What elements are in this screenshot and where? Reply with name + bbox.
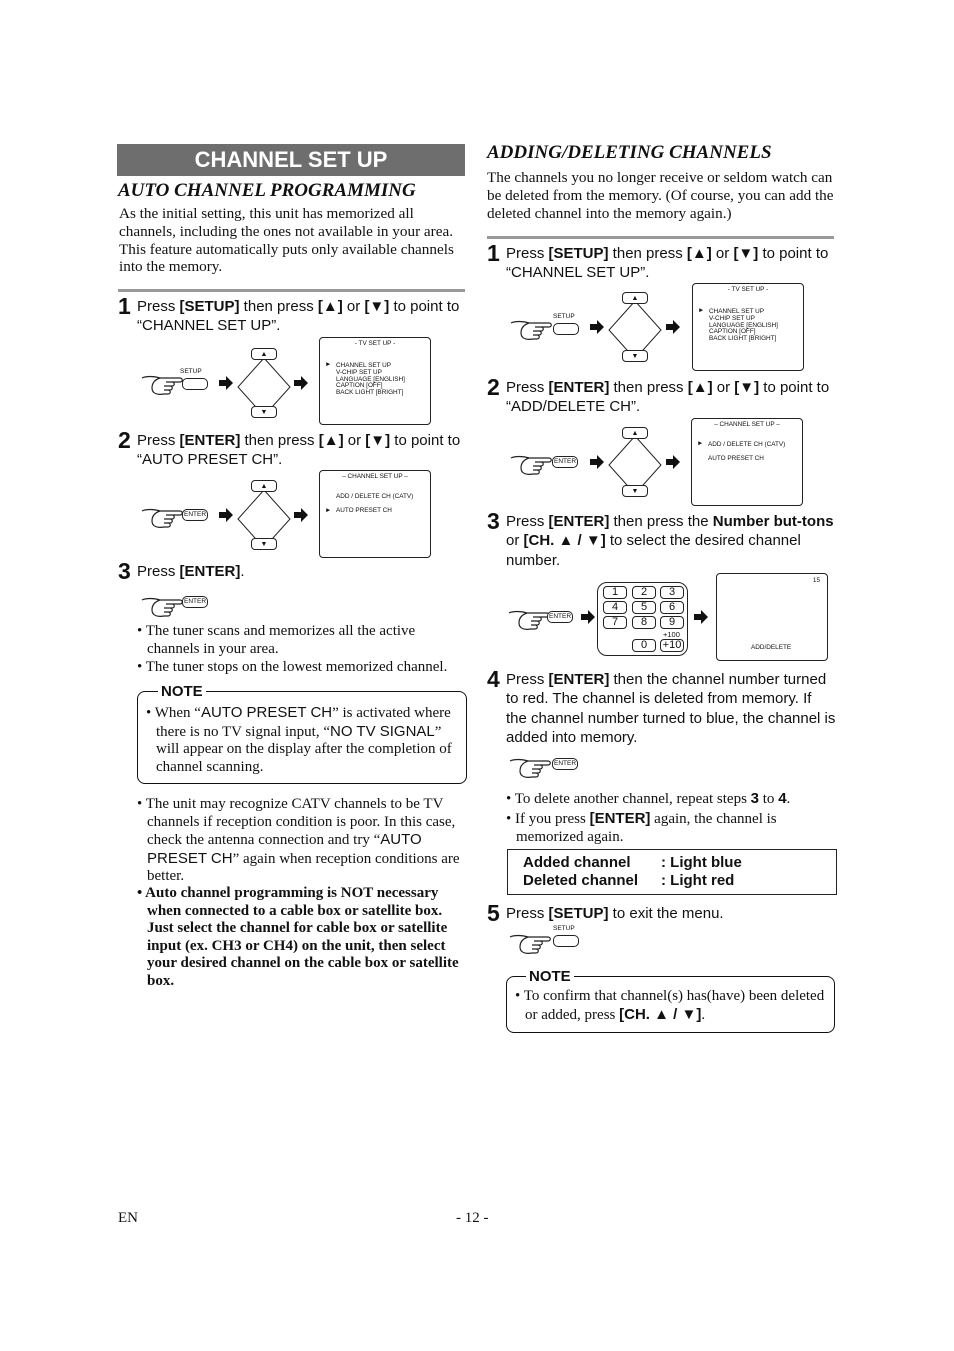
setup-button[interactable]: [182, 378, 208, 390]
number-key-9[interactable]: 9: [660, 616, 684, 629]
setup-key-label: SETUP: [180, 368, 202, 375]
add-delete-label: ADD/DELETE: [751, 644, 792, 651]
hand-icon: [509, 450, 553, 483]
cursor-icon: ►: [325, 507, 332, 514]
channel-setup-screen: – CHANNEL SET UP – ADD / DELETE CH (CATV) ► AUTO PRESET CH: [319, 470, 431, 558]
bullet-item: • The unit may recognize CATV channels to be TV channels if reception condition is poor. In this case, check the antenna connection and try “AUTO PRESET CH” again when reception conditions are better.: [137, 796, 460, 885]
cursor-icon: ►: [698, 307, 705, 314]
plus100-label: +100: [663, 630, 680, 639]
section-title-auto-channel: AUTO CHANNEL PROGRAMMING: [118, 180, 416, 201]
down-button[interactable]: ▼: [622, 485, 648, 497]
arrow-right-icon: [218, 508, 234, 527]
bullet-item-important: • Auto channel programming is NOT necessary when connected to a cable box or satellite box. Just select the channel for cable box or satellite input (ex. CH3 or CH4) on the unit, then select your desired channel on the cable box or satellite box.: [137, 885, 459, 989]
hand-icon: [507, 605, 551, 638]
screen-title: – CHANNEL SET UP –: [714, 421, 780, 428]
note-text: • To confirm that channel(s) has(have) been deleted or added, press [CH. ▲ / ▼].: [515, 988, 825, 1023]
step-number: 2: [487, 374, 500, 400]
screen-title: – CHANNEL SET UP –: [342, 473, 408, 480]
number-key-4[interactable]: 4: [603, 601, 627, 614]
step-3-text: Press [ENTER].: [137, 563, 245, 580]
up-button[interactable]: ▲: [622, 427, 648, 439]
note-label: NOTE: [526, 969, 574, 985]
step-2-text: Press [ENTER] then press [▲] or [▼] to point to “ADD/DELETE CH”.: [506, 379, 830, 416]
setup-key-label: SETUP: [553, 313, 575, 320]
down-button[interactable]: ▼: [251, 406, 277, 418]
auto-intro: As the initial setting, this unit has memorized all channels, including the ones not available in your area. This feature automatically puts only available channels into the memory.: [119, 205, 454, 276]
up-button[interactable]: ▲: [251, 480, 277, 492]
hand-icon: [140, 370, 184, 403]
add-delete-screen: [716, 573, 828, 661]
arrow-right-icon: [665, 320, 681, 339]
tv-setup-screen: - TV SET UP - ► CHANNEL SET UP V-CHIP SET UP LANGUAGE [ENGLISH] CAPTION [OFF] BACK LIGHT [BRIGHT]: [692, 283, 804, 371]
number-key-6[interactable]: 6: [660, 601, 684, 614]
number-key-7[interactable]: 7: [603, 616, 627, 629]
note-text: • When “AUTO PRESET CH” is activated where there is no TV signal input, “NO TV SIGNAL” will appear on the display after the completion of channel scanning.: [146, 704, 452, 775]
arrow-right-icon: [293, 508, 309, 527]
number-key-1[interactable]: 1: [603, 586, 627, 599]
hand-icon: [508, 753, 552, 786]
arrow-right-icon: [589, 320, 605, 339]
number-key-0[interactable]: 0: [632, 639, 656, 652]
page-title: CHANNEL SET UP: [117, 144, 465, 176]
setup-key-label: SETUP: [553, 925, 575, 932]
arrow-right-icon: [693, 610, 709, 629]
deleted-channel-value: : Light red: [661, 872, 735, 889]
step-number: 4: [487, 666, 500, 692]
plus10-key[interactable]: +10: [660, 639, 684, 652]
step-2-text: Press [ENTER] then press [▲] or [▼] to point to “AUTO PRESET CH”.: [137, 432, 461, 469]
channel-setup-screen: – CHANNEL SET UP – ► ADD / DELETE CH (CATV) AUTO PRESET CH: [691, 418, 803, 506]
step-number: 1: [487, 240, 500, 266]
number-key-8[interactable]: 8: [632, 616, 656, 629]
step-number: 2: [118, 427, 131, 453]
down-button[interactable]: ▼: [251, 538, 277, 550]
enter-button[interactable]: ENTER: [552, 456, 578, 468]
deleted-channel-label: Deleted channel: [523, 872, 639, 889]
hand-icon: [508, 929, 552, 962]
up-button[interactable]: ▲: [251, 348, 277, 360]
step-number: 3: [118, 558, 131, 584]
step-1-text: Press [SETUP] then press [▲] or [▼] to point to “CHANNEL SET UP”.: [506, 245, 829, 282]
bullet-item: • If you press [ENTER] again, the channel is memorized again.: [506, 810, 777, 845]
arrow-right-icon: [218, 376, 234, 395]
enter-button[interactable]: ENTER: [552, 758, 578, 770]
adding-intro: The channels you no longer receive or seldom watch can be deleted from the memory. (Of course, you can add the deleted channel into the memory again.): [487, 169, 834, 222]
section-title-adding-deleting: ADDING/DELETING CHANNELS: [487, 142, 772, 163]
arrow-right-icon: [580, 610, 596, 629]
screen-title: - TV SET UP -: [727, 286, 769, 293]
bullet-item: • The tuner scans and memorizes all the active channels in your area.: [137, 623, 416, 657]
divider: [487, 236, 834, 239]
step-number: 5: [487, 900, 500, 926]
added-channel-label: Added channel: [523, 854, 631, 871]
page-number: - 12 -: [456, 1210, 489, 1226]
number-key-3[interactable]: 3: [660, 586, 684, 599]
number-key-5[interactable]: 5: [632, 601, 656, 614]
note-label: NOTE: [158, 684, 206, 700]
enter-button[interactable]: ENTER: [182, 596, 208, 608]
setup-button[interactable]: [553, 935, 579, 947]
step-1-text: Press [SETUP] then press [▲] or [▼] to point to “CHANNEL SET UP”.: [137, 298, 460, 335]
number-key-2[interactable]: 2: [632, 586, 656, 599]
enter-button[interactable]: ENTER: [547, 611, 573, 623]
bullet-item: • The tuner stops on the lowest memorized channel.: [137, 659, 448, 675]
screen-title: - TV SET UP -: [354, 340, 396, 347]
step-number: 1: [118, 293, 131, 319]
cursor-icon: ►: [325, 361, 332, 368]
down-button[interactable]: ▼: [622, 350, 648, 362]
language-code: EN: [118, 1210, 138, 1226]
added-channel-value: : Light blue: [661, 854, 742, 871]
arrow-right-icon: [293, 376, 309, 395]
hand-icon: [140, 503, 184, 536]
step-number: 3: [487, 508, 500, 534]
cursor-icon: ►: [697, 440, 704, 447]
arrow-right-icon: [589, 455, 605, 474]
enter-button[interactable]: ENTER: [182, 509, 208, 521]
setup-button[interactable]: [553, 323, 579, 335]
hand-icon: [140, 592, 184, 625]
bullet-item: • To delete another channel, repeat steps 3 to 4.: [506, 790, 791, 807]
step-5-text: Press [SETUP] to exit the menu.: [506, 905, 724, 922]
tv-setup-screen: - TV SET UP - ► CHANNEL SET UP V-CHIP SET UP LANGUAGE [ENGLISH] CAPTION [OFF] BACK LIGHT [BRIGHT]: [319, 337, 431, 425]
up-button[interactable]: ▲: [622, 292, 648, 304]
channel-number: 15: [812, 577, 820, 584]
step-3-text: Press [ENTER] then press the Number but-tons or [CH. ▲ / ▼] to select the desired channel number.: [506, 513, 834, 569]
step-4-text: Press [ENTER] then the channel number turned to red. The channel is deleted from memory. If the channel number turned to blue, the channel is added into memory.: [506, 671, 836, 746]
divider: [118, 289, 465, 292]
channel-color-legend: [507, 849, 837, 895]
hand-icon: [509, 315, 553, 348]
arrow-right-icon: [665, 455, 681, 474]
